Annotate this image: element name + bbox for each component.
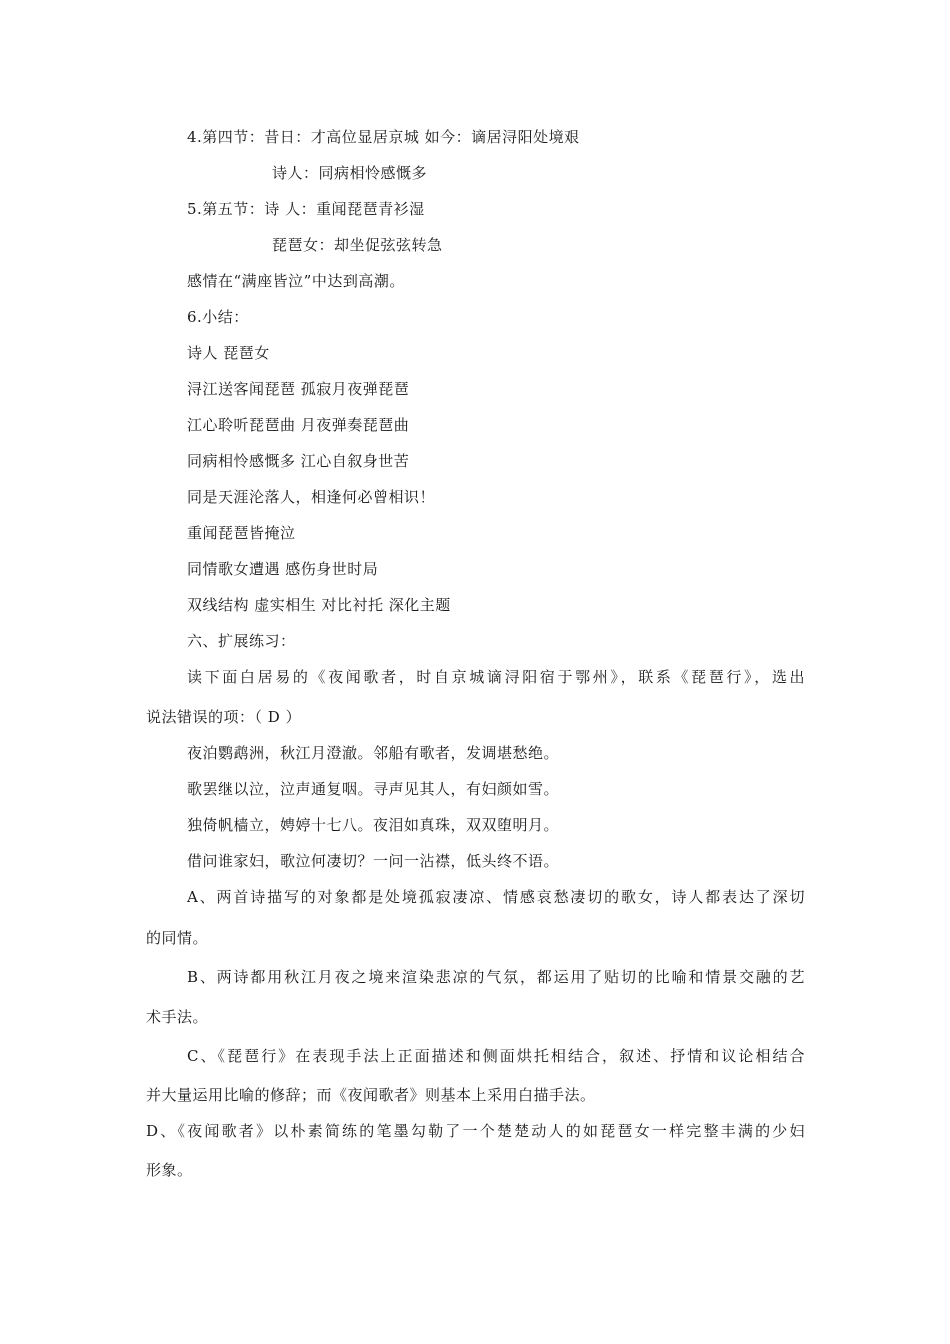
poem-line: 歌罢继以泣，泣声通复咽。寻声见其人，有妇颜如雪。	[187, 780, 560, 798]
option-c-line-cont: 并大量运用比喻的修辞；而《夜闻歌者》则基本上采用白描手法。	[146, 1086, 596, 1104]
summary-line: 同病相怜感慨多 江心自叙身世苦	[187, 452, 410, 470]
summary-line: 双线结构 虚实相生 对比衬托 深化主题	[187, 596, 451, 614]
climax-line: 感情在“满座皆泣”中达到高潮。	[187, 272, 405, 290]
summary-line: 重闻琵琶皆掩泣	[187, 524, 296, 542]
option-b-line-cont: 术手法。	[146, 1008, 209, 1026]
summary-heading: 6.小结：	[187, 308, 249, 326]
summary-line: 浔江送客闻琵琶 孤寂月夜弹琵琶	[187, 380, 410, 398]
poem-line: 独倚帆樯立，娉婷十七八。夜泪如真珠，双双堕明月。	[187, 816, 560, 834]
option-d-line-cont: 形象。	[146, 1161, 193, 1179]
summary-line: 同情歌女遭遇 感伤身世时局	[187, 560, 379, 578]
summary-line: 同是天涯沦落人，相逢何必曾相识！	[187, 488, 436, 506]
question-line: 读下面白居易的《夜闻歌者，时自京城谪浔阳宿于鄂州》，联系《琵琶行》，选出	[187, 668, 805, 686]
option-b-line: B、两诗都用秋江月夜之境来渲染悲凉的气氛，都运用了贴切的比喻和情景交融的艺	[187, 968, 805, 986]
poem-line: 借问谁家妇，歌泣何凄切？一问一沾襟，低头终不语。	[187, 852, 560, 870]
section-5-line: 5.第五节：诗 人：重闻琵琶青衫湿	[187, 200, 425, 218]
section-4-line: 4.第四节：昔日：才高位显居京城 如今：谪居浔阳处境艰	[187, 128, 580, 146]
option-d-line: D、《夜闻歌者》以朴素简练的笔墨勾勒了一个楚楚动人的如琵琶女一样完整丰满的少妇	[146, 1122, 805, 1140]
extension-heading: 六、扩展练习：	[187, 632, 296, 650]
option-a-line: A、两首诗描写的对象都是处境孤寂凄凉、情感哀愁凄切的歌女，诗人都表达了深切	[187, 888, 805, 906]
poem-line: 夜泊鹦鹉洲，秋江月澄澈。邻船有歌者，发调堪愁绝。	[187, 744, 560, 762]
option-c-line: C、《琵琶行》在表现手法上正面描述和侧面烘托相结合，叙述、抒情和议论相结合	[187, 1047, 805, 1065]
question-line-answer: 说法错误的项：（ D ）	[146, 708, 302, 726]
summary-line: 诗人 琵琶女	[187, 344, 270, 362]
option-a-line-cont: 的同情。	[146, 929, 209, 947]
summary-line: 江心聆听琵琶曲 月夜弹奏琵琶曲	[187, 416, 410, 434]
section-4-poet-line: 诗人：同病相怜感慨多	[272, 164, 428, 182]
section-5-pipa-line: 琵琶女：却坐促弦弦转急	[272, 236, 443, 254]
